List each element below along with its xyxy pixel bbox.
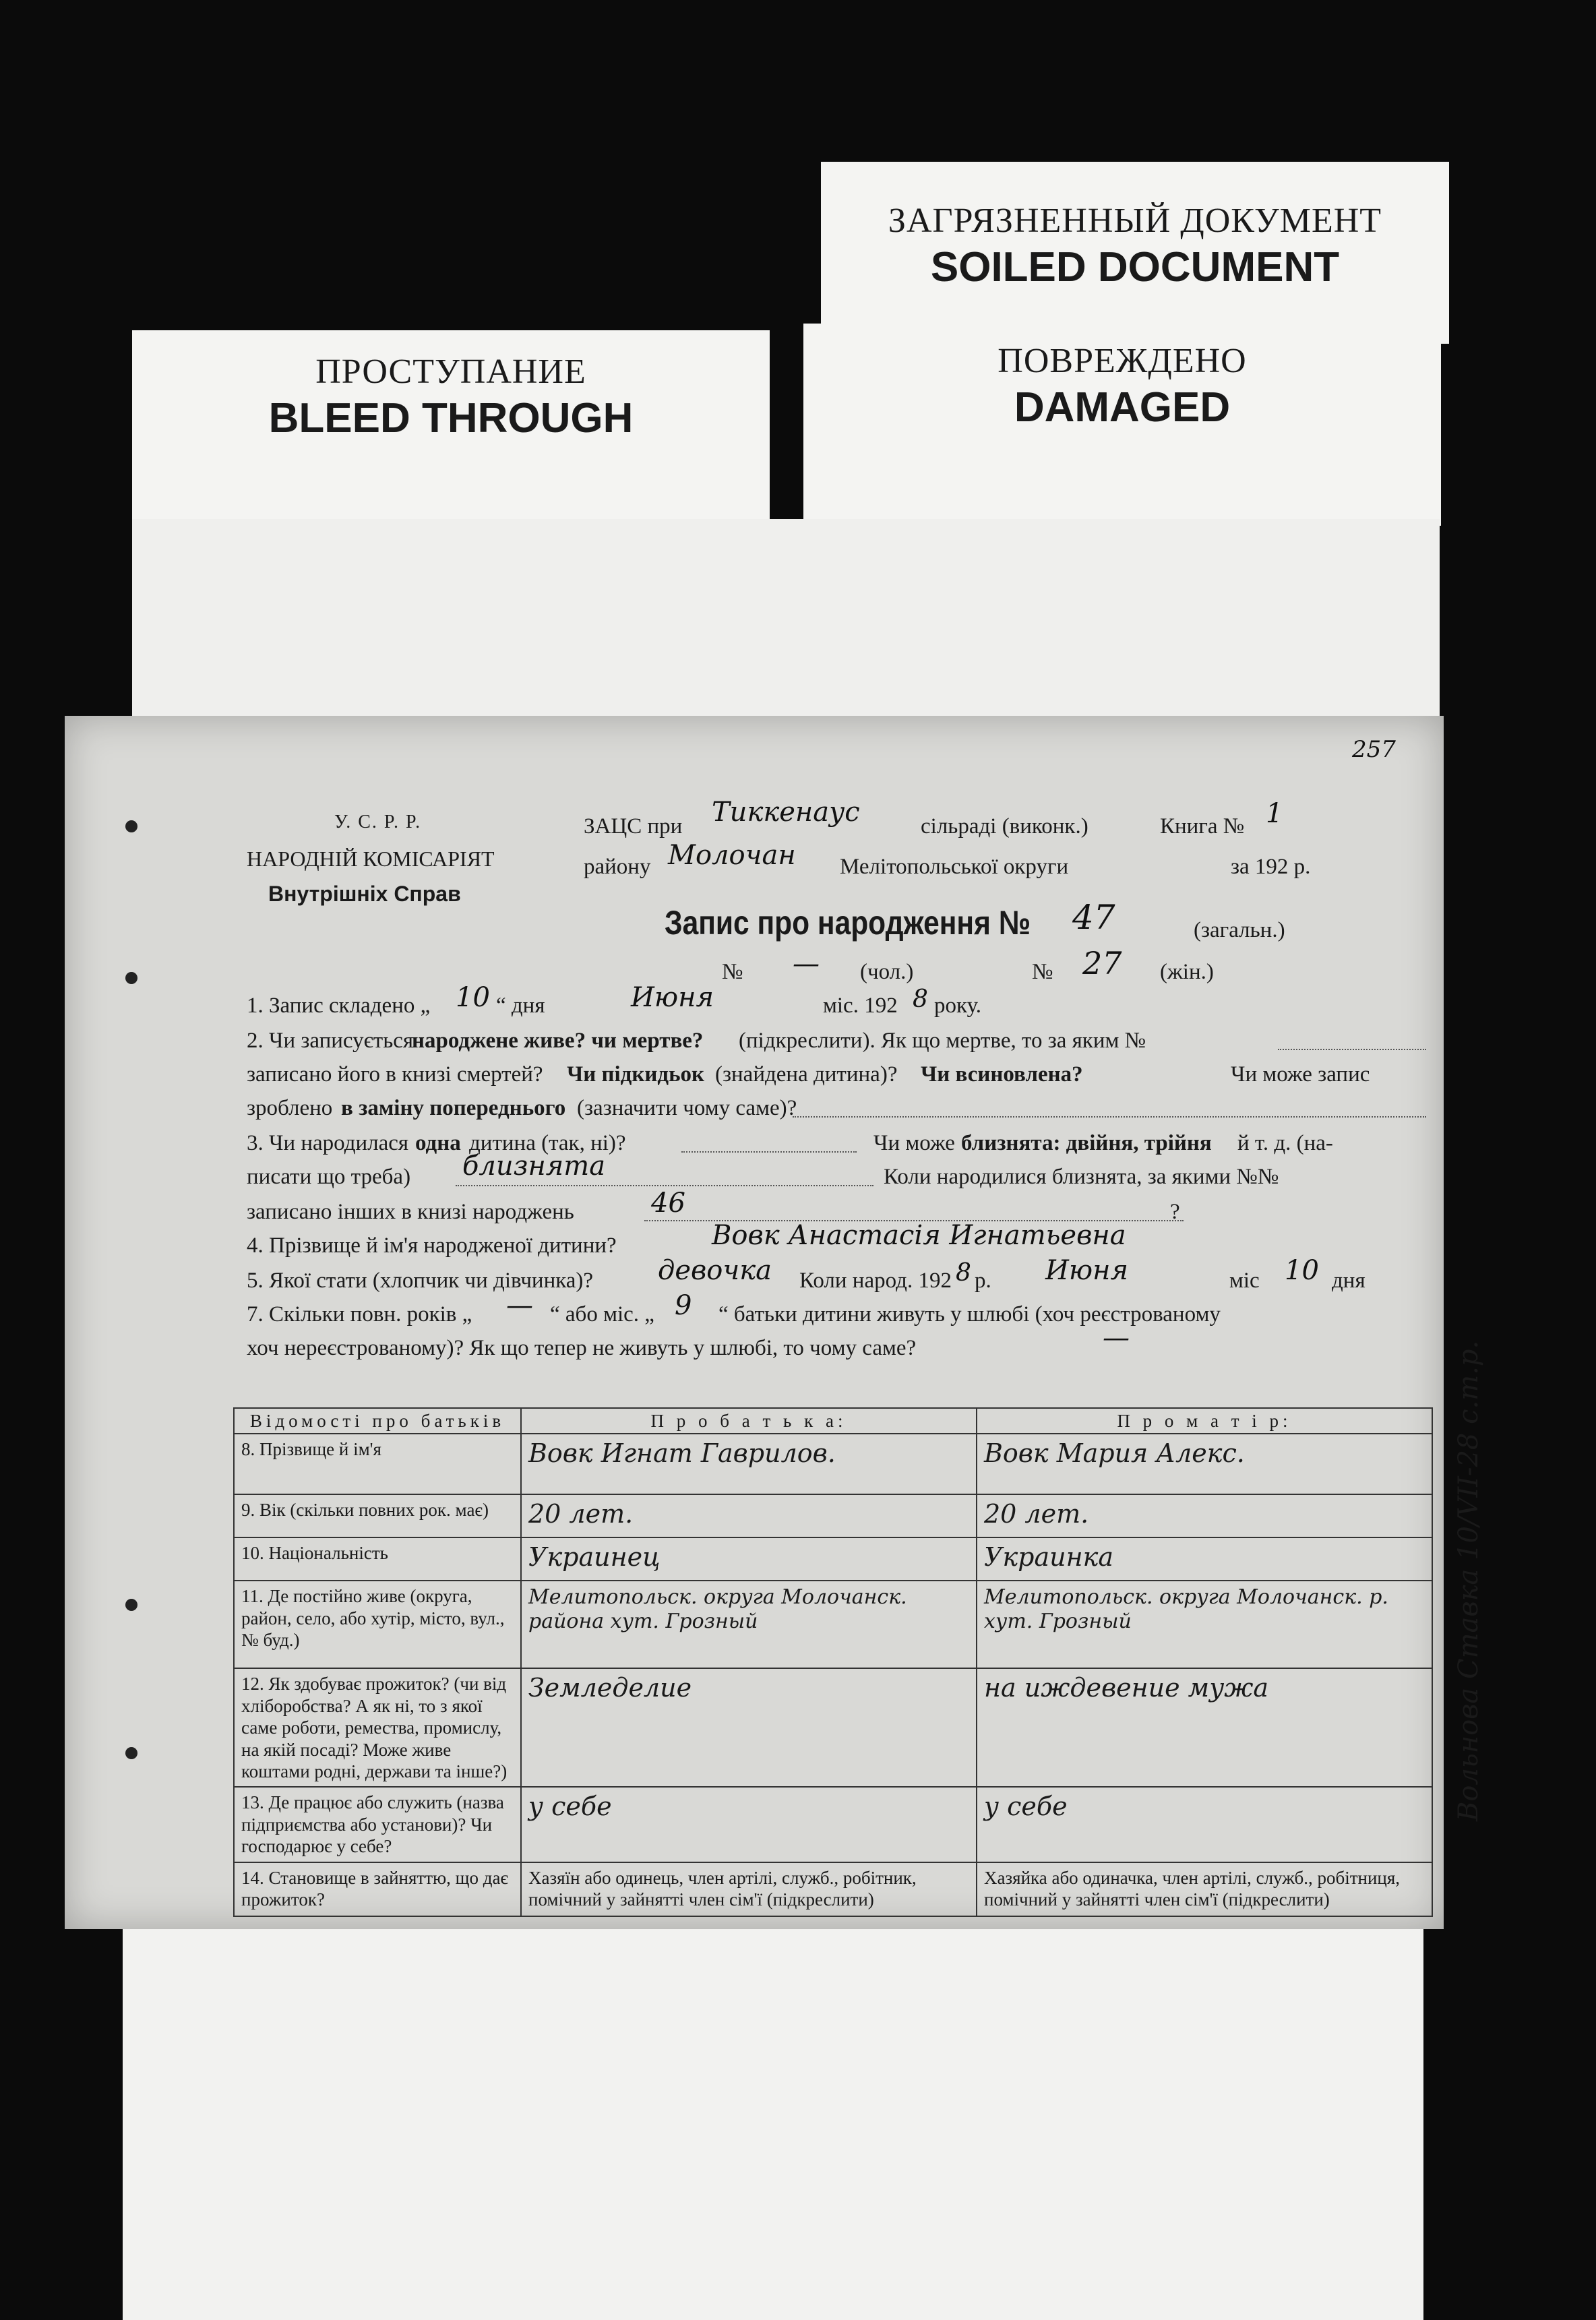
zags-village: Тиккенаус	[712, 797, 860, 828]
zags-prefix: ЗАЦС при	[584, 814, 683, 838]
mother-cell: на иждевение мужа	[977, 1668, 1432, 1787]
book-label: Книга №	[1160, 814, 1245, 838]
damaged-label	[803, 324, 1441, 526]
birth-record-form	[65, 716, 1484, 1929]
line3-g: писати що треба)	[247, 1165, 411, 1189]
table-row	[234, 1537, 1432, 1581]
dotted-line	[681, 1151, 857, 1153]
line2-h: Чи може запис	[1231, 1062, 1370, 1087]
line3-e: близнята: двійня, трійня	[961, 1131, 1212, 1155]
father-cell: Вовк Игнат Гаврилов.	[521, 1434, 977, 1494]
district-suffix: Мелітопольської округи	[840, 855, 1069, 879]
line7-b: “ або міс. „	[550, 1302, 654, 1326]
mother-cell: Вовк Мария Алекс.	[977, 1434, 1432, 1494]
punch-hole	[125, 972, 137, 984]
district-name: Молочан	[668, 840, 796, 871]
mother-cell: 20 лет.	[977, 1494, 1432, 1537]
question-cell: 14. Становище в зайняттю, що дає прожиток?	[234, 1862, 521, 1916]
line3-f: й т. д. (на-	[1237, 1131, 1333, 1155]
line3-a: 3. Чи народилася	[247, 1131, 409, 1155]
father-cell: Мелитопольск. округа Молочанск. района хут. Грозный	[521, 1581, 977, 1668]
punch-hole	[125, 1747, 137, 1759]
father-cell: 20 лет.	[521, 1494, 977, 1537]
soiled-label-ru: ЗАГРЯЗНЕННЫЙ ДОКУМЕНТ	[888, 202, 1382, 240]
question-cell: 11. Де постійно живе (округа, район, село, або хутір, місто, вул., № буд.)	[234, 1581, 521, 1668]
dotted-line	[456, 1185, 873, 1186]
line7-c: “ батьки дитини живуть у шлюбі (хоч реєстрованому	[718, 1302, 1221, 1326]
damaged-label-ru: ПОВРЕЖДЕНО	[998, 342, 1247, 380]
line2-c: (підкреслити). Як що мертве, то за яким №	[739, 1029, 1146, 1053]
line3-c: дитина (так, ні)?	[469, 1131, 626, 1155]
table-row	[234, 1434, 1432, 1494]
mother-cell: Хазяйка або одиначка, член артілі, служб., робітниця, помічний у зайнятті член сім'ї (підкреслити)	[977, 1862, 1432, 1916]
twins-value: близнята	[462, 1151, 606, 1182]
dotted-line	[793, 1116, 1426, 1118]
table-row	[234, 1668, 1432, 1787]
record-year: 8	[913, 985, 928, 1013]
line1-b: “ дня	[496, 994, 545, 1018]
line1-d: року.	[934, 994, 982, 1018]
line2-i: зроблено	[247, 1096, 333, 1120]
soiled-label-en: SOILED DOCUMENT	[930, 244, 1340, 291]
mother-cell: у себе	[977, 1787, 1432, 1862]
punch-hole	[125, 1599, 137, 1611]
not-married-reason: —	[1103, 1322, 1130, 1353]
father-cell: Украинец	[521, 1537, 977, 1581]
commissariat-header: НАРОДНІЙ КОМІСАРІЯТ	[247, 847, 495, 871]
zags-suffix: сільраді (виконк.)	[921, 814, 1088, 838]
line2-j: в заміну попереднього	[341, 1096, 566, 1120]
other-records-value: 46	[651, 1188, 685, 1219]
question-cell: 9. Вік (скільки повних рок. має)	[234, 1494, 521, 1537]
line2-d: записано його в книзі смертей?	[247, 1062, 543, 1087]
damaged-label-en: DAMAGED	[1014, 384, 1231, 431]
table-header: П р о б а т ь к а:	[521, 1408, 977, 1434]
line5-d: міс	[1229, 1269, 1260, 1293]
birth-month: Июня	[1045, 1255, 1128, 1286]
backing-sheet	[132, 519, 1440, 721]
question-cell: 13. Де працює або служить (назва підприємства або установи)? Чи господарює у себе?	[234, 1787, 521, 1862]
question-cell: 12. Як здобуває прожиток? (чи від хліборобства? А як ні, то з якої саме роботи, ремества, промислу, на якій посаді? Може живе коштами родні, держави та інше?)	[234, 1668, 521, 1787]
record-day: 10	[456, 982, 490, 1013]
father-cell: Земледелие	[521, 1668, 977, 1787]
punch-hole	[125, 820, 137, 832]
record-month: Июня	[631, 982, 714, 1013]
table-row	[234, 1494, 1432, 1537]
parents-table	[233, 1407, 1433, 1917]
father-cell: у себе	[521, 1787, 977, 1862]
ussr-header: У. С. Р. Р.	[334, 812, 422, 832]
line2-f: (знайдена дитина)?	[715, 1062, 898, 1087]
bleed-through-label	[132, 330, 770, 526]
question-cell: 8. Прізвище й ім'я	[234, 1434, 521, 1494]
record-title: Запис про народження №	[665, 904, 1031, 942]
line1-a: 1. Запис складено „	[247, 994, 431, 1018]
line5-b: Коли народ. 192	[799, 1269, 952, 1293]
soiled-document-label	[821, 162, 1449, 344]
line3-j: ?	[1170, 1200, 1180, 1224]
female-no-label: №	[1032, 960, 1053, 984]
table-row	[234, 1862, 1432, 1916]
father-cell: Хазяїн або одинець, член артілі, служб., робітник, помічний у зайнятті член сім'ї (підкреслити)	[521, 1862, 977, 1916]
dotted-line	[1278, 1049, 1426, 1050]
general-label: (загальн.)	[1194, 918, 1285, 942]
table-header-row	[234, 1408, 1432, 1434]
line2-k: (зазначити чому саме)?	[577, 1096, 797, 1120]
general-number: 47	[1072, 898, 1115, 937]
line7-a: 7. Скільки повн. років „	[247, 1302, 472, 1326]
male-no-suffix: (чол.)	[860, 960, 914, 984]
line2-b: народжене живе? чи мертве?	[412, 1029, 704, 1053]
female-no-suffix: (жін.)	[1160, 960, 1214, 984]
line7-d: хоч нереєстрованому)? Як що тепер не живуть у шлюбі, то чому саме?	[247, 1336, 917, 1360]
table-header: Відомості про батьків	[234, 1408, 521, 1434]
line1-c: міс. 192	[823, 994, 898, 1018]
line3-i: записано інших в книзі народжень	[247, 1200, 574, 1224]
district-prefix: району	[584, 855, 651, 879]
book-number: 1	[1266, 798, 1283, 829]
mother-cell: Мелитопольск. округа Молочанск. р. хут. Грозный	[977, 1581, 1432, 1668]
table-row	[234, 1787, 1432, 1862]
table-header: П р о м а т і р:	[977, 1408, 1432, 1434]
male-number: —	[793, 948, 820, 979]
line5-c: р.	[975, 1269, 991, 1293]
male-no-label: №	[722, 960, 743, 984]
page-number: 257	[1352, 736, 1396, 763]
birth-year: 8	[956, 1259, 971, 1287]
line2-g: Чи всиновлена?	[921, 1062, 1083, 1087]
line3-b: одна	[415, 1131, 461, 1155]
birth-day: 10	[1285, 1255, 1319, 1286]
year-label: за 192 р.	[1231, 855, 1311, 879]
lower-backing-sheet	[123, 1928, 1423, 2320]
line2-a: 2. Чи записується	[247, 1029, 414, 1053]
married-months: 9	[675, 1290, 692, 1321]
question-cell: 10. Національність	[234, 1537, 521, 1581]
child-name: Вовк Анастасія Игнатьевна	[712, 1220, 1126, 1251]
table-row	[234, 1581, 1432, 1668]
female-number: 27	[1082, 945, 1122, 981]
married-years: —	[506, 1290, 533, 1321]
line5-a: 5. Якої стати (хлопчик чи дівчинка)?	[247, 1269, 594, 1293]
bleed-label-en: BLEED THROUGH	[268, 395, 634, 441]
line3-d: Чи може	[873, 1131, 955, 1155]
margin-note: Вольнова Ставка 10/VII-28 с.т.р.	[1453, 1340, 1484, 1821]
line5-e: дня	[1332, 1269, 1365, 1293]
line2-e: Чи підкидьок	[567, 1062, 705, 1087]
bleed-label-ru: ПРОСТУПАНИЕ	[315, 353, 586, 391]
ministry-header: Внутрішніх Справ	[268, 882, 461, 906]
mother-cell: Украинка	[977, 1537, 1432, 1581]
line3-h: Коли народилися близнята, за якими №№	[884, 1165, 1279, 1189]
child-sex: девочка	[658, 1255, 772, 1286]
line4-a: 4. Прізвище й ім'я народженої дитини?	[247, 1233, 617, 1258]
